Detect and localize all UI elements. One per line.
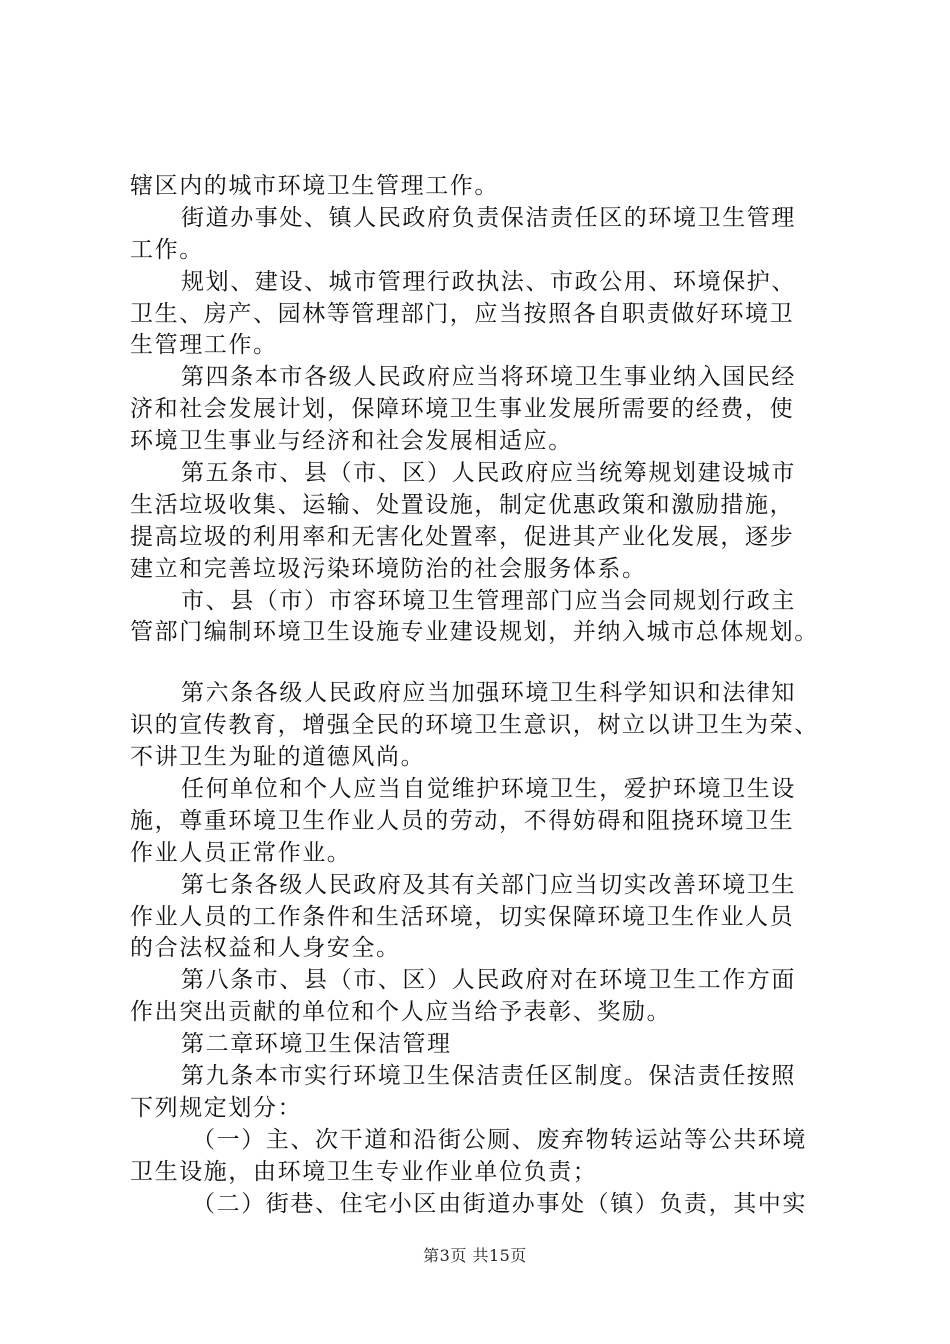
text-line: 第八条市、县（市、区）人民政府对在环境卫生工作方面 [181, 967, 796, 994]
text-line: 管部门编制环境卫生设施专业建设规划，并纳入城市总体规划。 [130, 619, 819, 646]
chapter-heading: 第二章环境卫生保洁管理 [181, 1031, 452, 1058]
text-line: （二）街巷、住宅小区由街道办事处（镇）负责，其中实 [192, 1190, 807, 1217]
text-line: 工作。 [130, 236, 204, 263]
text-line: 第四条本市各级人民政府应当将环境卫生事业纳入国民经 [181, 364, 796, 391]
text-line: 任何单位和个人应当自觉维护环境卫生，爱护环境卫生设 [181, 776, 796, 803]
text-line: 辖区内的城市环境卫生管理工作。 [130, 173, 499, 199]
document-body [130, 171, 850, 1221]
text-line: 生管理工作。 [130, 332, 278, 359]
text-line: 建立和完善垃圾污染环境防治的社会服务体系。 [130, 555, 647, 582]
text-line: 第六条各级人民政府应当加强环境卫生科学知识和法律知 [181, 680, 796, 707]
text-line: 提高垃圾的利用率和无害化处置率，促进其产业化发展，逐步 [130, 523, 795, 550]
text-line: 街道办事处、镇人民政府负责保洁责任区的环境卫生管理 [181, 204, 796, 231]
text-line: （一）主、次干道和沿街公厕、废弃物转运站等公共环境 [192, 1126, 807, 1153]
text-line: 济和社会发展计划，保障环境卫生事业发展所需要的经费，使 [130, 396, 795, 423]
text-line: 规划、建设、城市管理行政执法、市政公用、环境保护、 [181, 268, 796, 295]
text-line: 的合法权益和人身安全。 [130, 935, 401, 962]
text-line: 作业人员正常作业。 [130, 839, 352, 866]
text-line: 环境卫生事业与经济和社会发展相适应。 [130, 428, 573, 455]
text-line: 市、县（市）市容环境卫生管理部门应当会同规划行政主 [181, 587, 796, 614]
page-number-footer: 第3页 共15页 [423, 1246, 527, 1265]
text-line: 第五条市、县（市、区）人民政府应当统筹规划建设城市 [181, 460, 796, 487]
text-line: 卫生、房产、园林等管理部门，应当按照各自职责做好环境卫 [130, 300, 795, 327]
text-line: 生活垃圾收集、运输、处置设施，制定优惠政策和激励措施， [130, 491, 795, 518]
text-line: 作业人员的工作条件和生活环境，切实保障环境卫生作业人员 [130, 903, 795, 930]
text-line: 施，尊重环境卫生作业人员的劳动，不得妨碍和阻挠环境卫生 [130, 807, 795, 834]
text-line: 第七条各级人民政府及其有关部门应当切实改善环境卫生 [181, 871, 796, 898]
text-line: 第九条本市实行环境卫生保洁责任区制度。保洁责任按照 [181, 1063, 796, 1090]
text-line: 作出突出贡献的单位和个人应当给予表彰、奖励。 [130, 999, 672, 1026]
text-line: 卫生设施，由环境卫生专业作业单位负责； [130, 1158, 598, 1185]
text-line: 下列规定划分： [130, 1094, 303, 1121]
text-line: 不讲卫生为耻的道德风尚。 [130, 744, 426, 771]
text-line: 识的宣传教育，增强全民的环境卫生意识，树立以讲卫生为荣、 [130, 712, 819, 739]
